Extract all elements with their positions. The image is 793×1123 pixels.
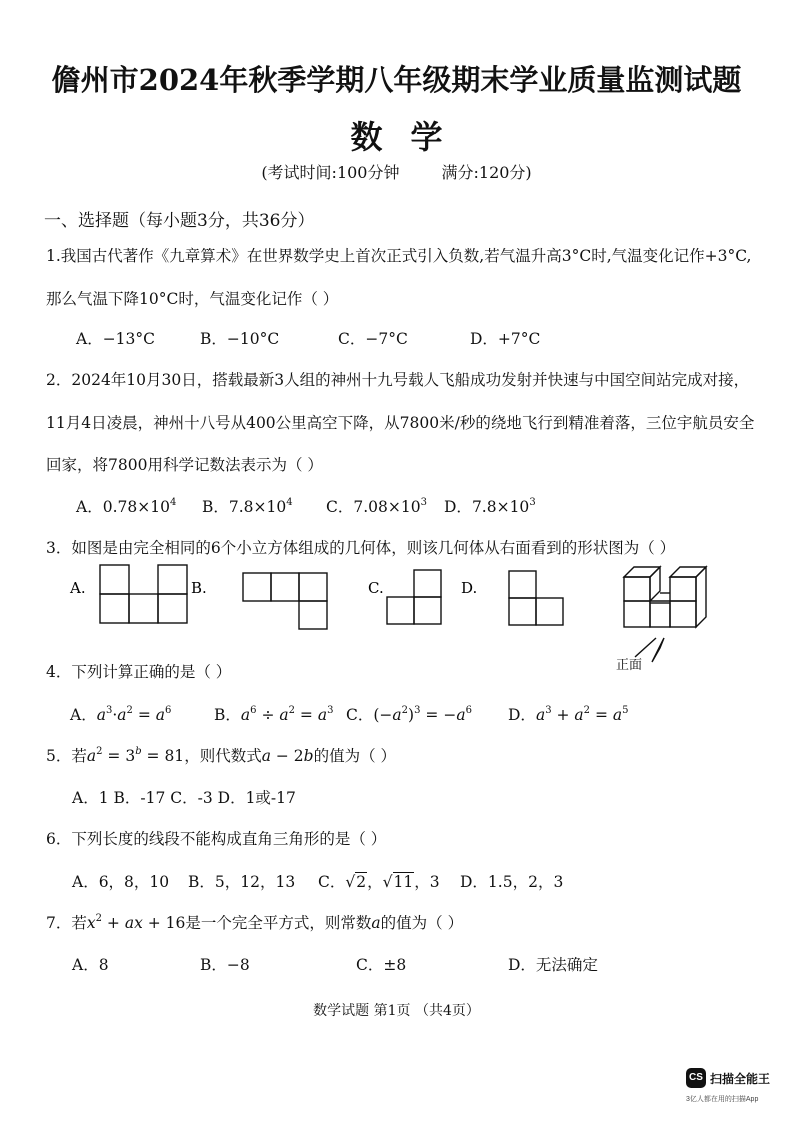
q3-cube-solid (624, 567, 706, 627)
q3-label-d: D. (461, 579, 478, 597)
q2-line2: 11月4日凌晨，神州十八号从400公里高空下降，从7800米/秒的绕地飞行到精准着落，三位宇航员安全 (46, 414, 755, 432)
q7-option-b: B．−8 (200, 956, 250, 974)
q4-option-d: D．$a^3 + a^2 = a^5$ (508, 705, 629, 724)
q3-label-c: C. (368, 579, 384, 597)
q3-label-b: B. (191, 579, 207, 597)
q2-option-a: A．$0.78\times 10^4$ (76, 497, 177, 516)
page-footer: 数学试题 第1页 （共4页） (313, 1003, 480, 1019)
exam-time: (考试时间:100分钟 (261, 163, 400, 182)
q6-option-a: A．6，8，10 (72, 873, 170, 891)
q6-option-c: C．√2，√11，3 (318, 873, 440, 891)
q3-shape-b (243, 573, 327, 629)
q5-options: A．1 B．-17 C．-3 D．1或-17 (72, 789, 296, 807)
q1-option-c: C．−7°C (338, 330, 408, 348)
q3-line1: 3．如图是由完全相同的6个小立方体组成的几何体，则该几何体从右面看到的形状图为（ ） (46, 539, 676, 557)
q3-shape-d (509, 571, 563, 625)
q4-line1: 4．下列计算正确的是（ ） (46, 663, 232, 681)
exam-score: 满分:120分) (441, 163, 532, 182)
q4-option-c: C．$(-a^2)^3 = -a^6$ (346, 705, 472, 724)
section-heading: 一、选择题（每小题3分，共36分） (44, 211, 315, 231)
q2-option-c: C．$7.08\times 10^3$ (326, 497, 427, 516)
scanner-tagline: 3亿人都在用的扫描App (686, 1096, 759, 1103)
q3-label-a: A. (70, 579, 86, 597)
q2-line3: 回家，将7800用科学记数法表示为（ ） (46, 456, 323, 474)
q3-shape-c (387, 570, 441, 624)
scanner-name: 扫描全能王 (710, 1072, 771, 1086)
q3-shape-a (100, 565, 187, 623)
q6-option-b: B．5，12，13 (188, 873, 296, 891)
q7-option-a: A．8 (72, 956, 109, 974)
q6-option-d: D．1.5，2，3 (460, 873, 564, 891)
exam-info (0, 160, 793, 183)
q1-option-d: D．+7°C (470, 330, 541, 348)
q7-line1: 7．若$x^2$ + ax + 16是一个完全平方式，则常数a的值为（ ） (46, 913, 464, 932)
subject-title: 数学 (350, 118, 471, 156)
q3-figure (60, 560, 780, 675)
q3-arrow-icon (652, 638, 664, 662)
q4-option-b: B．$a^6 \div a^2 = a^3$ (214, 705, 334, 724)
q2-option-d: D．$7.8\times 10^3$ (444, 497, 536, 516)
q1-option-a: A．−13°C (76, 330, 156, 348)
q7-option-c: C．±8 (356, 956, 407, 974)
q7-option-d: D．无法确定 (508, 956, 598, 974)
exam-title: 儋州市2024年秋季学期八年级期末学业质量监测试题 (51, 63, 742, 97)
q1-option-b: B．−10°C (200, 330, 280, 348)
q3-front-label: 正面 (616, 657, 643, 672)
q6-line1: 6．下列长度的线段不能构成直角三角形的是（ ） (46, 830, 387, 848)
q4-option-a: A．$a^3\cdot a^2 = a^6$ (70, 705, 172, 724)
q1-line1: 1.我国古代著作《九章算术》在世界数学史上首次正式引入负数,若气温升高3°C时,气温变化记作+3°C, (46, 247, 752, 265)
camscanner-logo-icon: CS (686, 1068, 706, 1088)
q2-line1: 2．2024年10月30日，搭载最新3人组的神州十九号载人飞船成功发射并快速与中国空间站完成对接， (46, 371, 750, 389)
q2-option-b: B．$7.8\times 10^4$ (202, 497, 293, 516)
q5-line1: 5．若$a^2 = 3^b = 81$，则代数式a − 2b的值为（ ） (46, 746, 397, 765)
q1-line2: 那么气温下降10°C时，气温变化记作（ ） (46, 290, 339, 308)
